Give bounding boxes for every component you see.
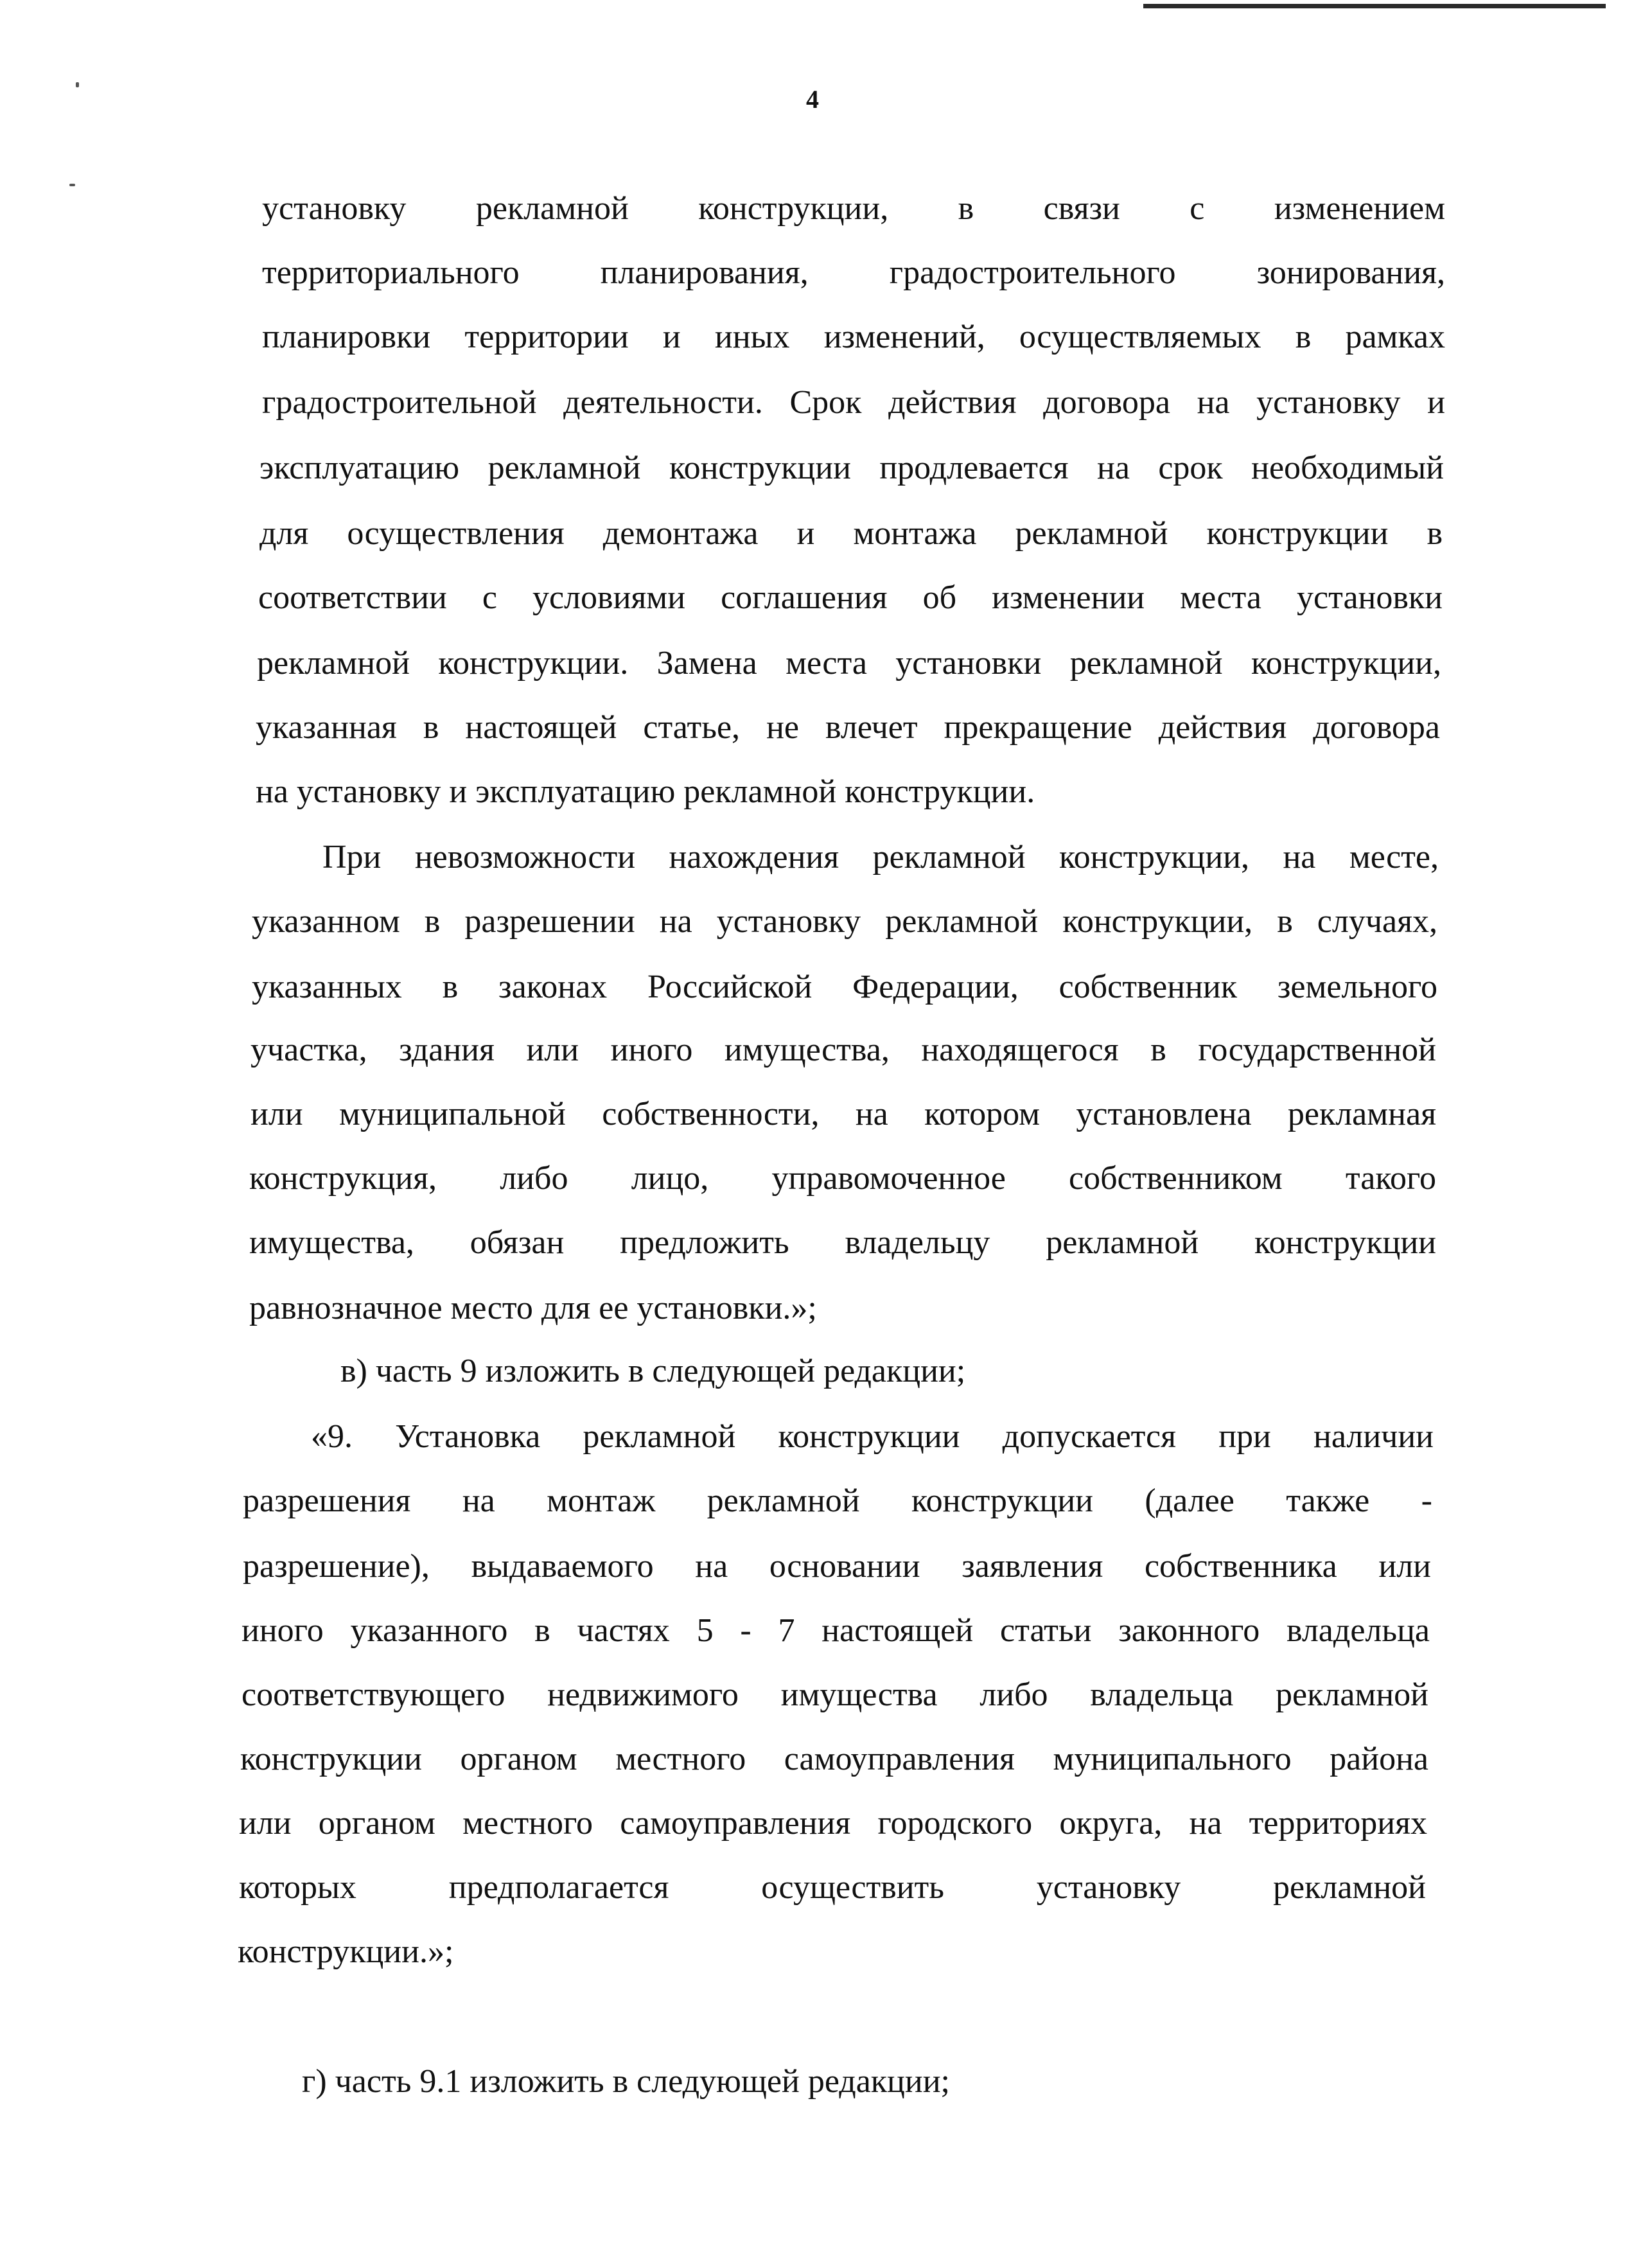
text-line: иного указанного в частях 5 - 7 настоящей статьи законного владельца <box>242 1612 1430 1649</box>
text-line: имущества, обязан предложить владельцу рекламной конструкции <box>249 1224 1436 1261</box>
text-line: разрешения на монтаж рекламной конструкции (далее также - <box>243 1482 1432 1519</box>
text-line: градостроительной деятельности. Срок действия договора на установку и <box>262 384 1445 421</box>
text-line: или муниципальной собственности, на котором установлена рекламная <box>250 1096 1436 1132</box>
text-line: территориального планирования, градостроительного зонирования, <box>262 254 1445 291</box>
text-line: указанных в законах Российской Федерации, собственник земельного <box>252 969 1437 1005</box>
text-line: указанном в разрешении на установку рекламной конструкции, в случаях, <box>252 903 1437 940</box>
text-line: для осуществления демонтажа и монтажа рекламной конструкции в <box>259 515 1443 552</box>
text-line: которых предполагается осуществить установку рекламной <box>239 1869 1426 1906</box>
text-line: установку рекламной конструкции, в связи с изменением <box>262 190 1445 227</box>
text-line: г) часть 9.1 изложить в следующей редакции; <box>302 2063 950 2100</box>
text-line: участка, здания или иного имущества, находящегося в государственной <box>250 1032 1436 1068</box>
text-line: разрешение), выдаваемого на основании заявления собственника или <box>243 1548 1431 1585</box>
text-line: конструкции органом местного самоуправления муниципального района <box>240 1741 1428 1777</box>
text-line: в) часть 9 изложить в следующей редакции; <box>340 1353 966 1389</box>
text-line: соответствии с условиями соглашения об изменении места установки <box>258 579 1443 616</box>
text-line: или органом местного самоуправления городского округа, на территориях <box>239 1805 1427 1842</box>
text-line: на установку и эксплуатацию рекламной конструкции. <box>256 773 1035 810</box>
text-line: конструкции.»; <box>238 1933 454 1970</box>
text-line: При невозможности нахождения рекламной конструкции, на месте, <box>322 839 1439 875</box>
text-line: конструкция, либо лицо, управомоченное собственником такого <box>249 1160 1436 1197</box>
text-line: соответствующего недвижимого имущества либо владельца рекламной <box>242 1676 1428 1713</box>
text-line: равнозначное место для ее установки.»; <box>249 1290 817 1326</box>
text-line: «9. Установка рекламной конструкции допускается при наличии <box>311 1418 1434 1455</box>
text-line: рекламной конструкции. Замена места установки рекламной конструкции, <box>257 645 1441 681</box>
text-line: указанная в настоящей статье, не влечет прекращение действия договора <box>256 709 1440 746</box>
text-line: планировки территории и иных изменений, осуществляемых в рамках <box>262 319 1445 355</box>
page-number: 4 <box>806 85 819 114</box>
text-line: эксплуатацию рекламной конструкции продлевается на срок необходимый <box>259 450 1444 486</box>
